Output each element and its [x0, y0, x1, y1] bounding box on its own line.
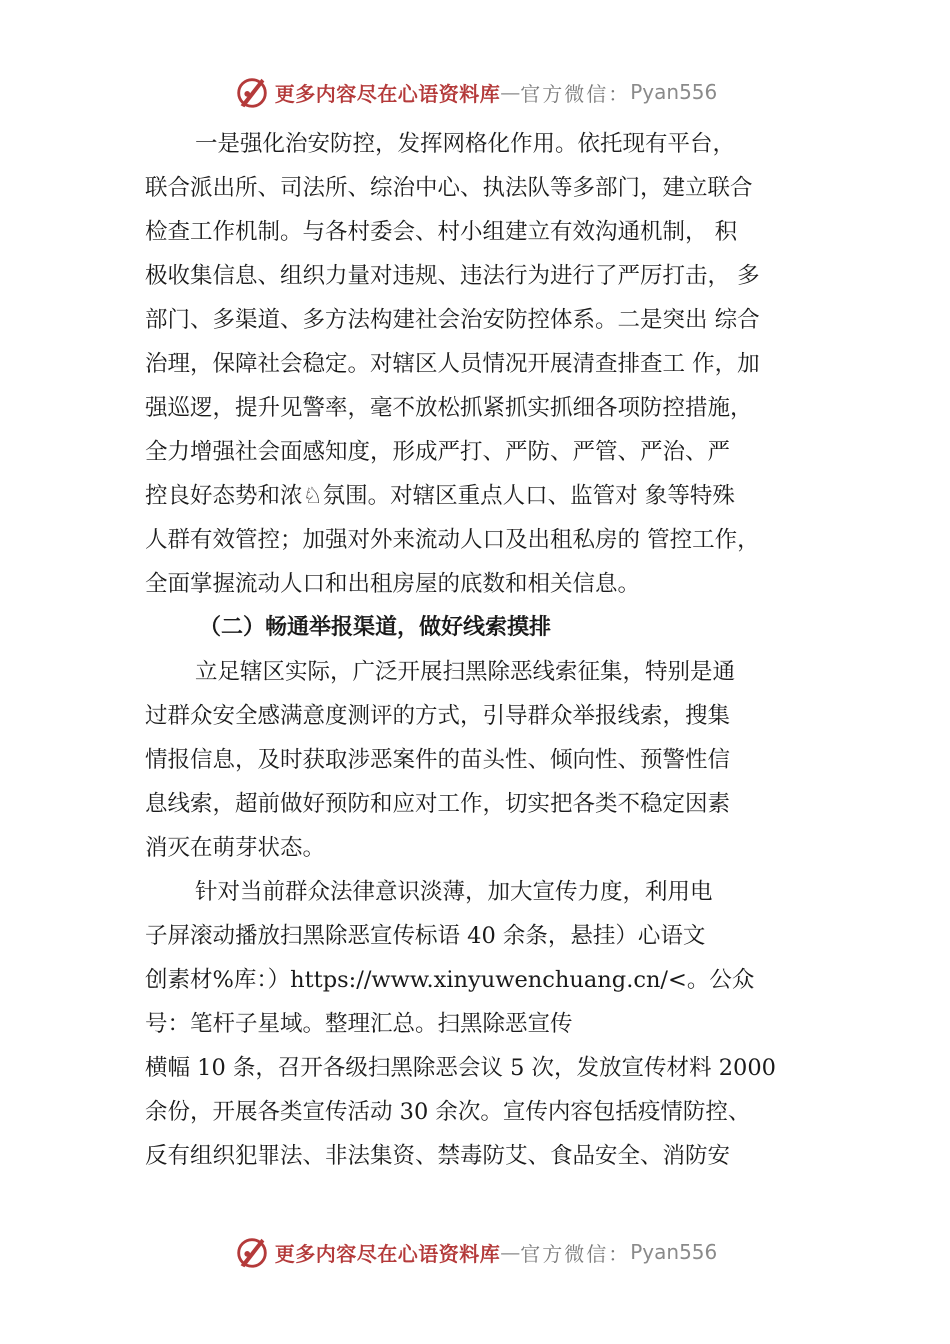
quill-logo-icon [233, 1233, 271, 1271]
text-line: 过群众安全感满意度测评的方式，引导群众举报线索，搜集 [145, 703, 731, 729]
text-line: 情报信息，及时获取涉恶案件的苗头性、倾向性、预警性信 [145, 747, 731, 773]
banner-dash: — [500, 1240, 521, 1264]
text-line: 治理，保障社会稳定。对辖区人员情况开展清查排查工 作，加 [145, 351, 760, 377]
paragraph-2 [145, 650, 835, 870]
banner-main-text: 更多内容尽在心语资料库 [274, 81, 501, 106]
text-line: 余份，开展各类宣传活动 30 余次。宣传内容包括疫情防控、 [145, 1099, 751, 1125]
banner-wechat-id: Pyan556 [630, 1240, 718, 1264]
text-line: 子屏滚动播放扫黑除恶宣传标语 40 余条，悬挂）心语文 [145, 923, 706, 949]
banner-wechat-label: 官方微信： [520, 1241, 631, 1266]
document-body [145, 122, 835, 1178]
text-line: 全面掌握流动人口和出租房屋的底数和相关信息。 [145, 571, 641, 597]
text-line: 针对当前群众法律意识淡薄，加大宣传力度，利用电 [195, 879, 713, 905]
text-line: 全力增强社会面感知度，形成严打、严防、严管、严治、严 [145, 439, 731, 465]
text-line: 联合派出所、司法所、综治中心、执法队等多部门，建立联合 [145, 175, 753, 201]
text-line: 一是强化治安防控，发挥网格化作用。依托现有平台， [195, 131, 736, 157]
text-line: 立足辖区实际，广泛开展扫黑除恶线索征集，特别是通 [195, 659, 736, 685]
text-line: 消灭在萌芽状态。 [145, 835, 326, 861]
footer-banner [0, 1230, 950, 1274]
text-line: 创素材%库：）https://www.xinyuwenchuang.cn/<。公众 [145, 967, 755, 993]
text-line: 极收集信息、组织力量对违规、违法行为进行了严厉打击， 多 [145, 263, 760, 289]
banner-wechat-id: Pyan556 [630, 80, 718, 104]
paragraph-3 [145, 870, 835, 1178]
text-line: 反有组织犯罪法、非法集资、禁毒防艾、食品安全、消防安 [145, 1143, 731, 1169]
paragraph-1 [145, 122, 835, 606]
text-line: 检查工作机制。与各村委会、村小组建立有效沟通机制， 积 [145, 219, 738, 245]
banner-dash: — [500, 80, 521, 104]
text-line: 息线索，超前做好预防和应对工作，切实把各类不稳定因素 [145, 791, 731, 817]
text-line: 号：笔杆子星域。整理汇总。扫黑除恶宣传 [145, 1011, 573, 1037]
banner-wechat-label: 官方微信： [520, 81, 631, 106]
text-line: 人群有效管控；加强对外来流动人口及出租私房的 管控工作， [145, 527, 760, 553]
banner-main-text: 更多内容尽在心语资料库 [274, 1241, 501, 1266]
header-banner [0, 70, 950, 114]
section-heading: （二）畅通举报渠道，做好线索摸排 [199, 615, 552, 640]
text-line: 强巡逻，提升见警率，毫不放松抓紧抓实抓细各项防控措施， [145, 395, 753, 421]
text-line: 控良好态势和浓♘氛围。对辖区重点人口、监管对 象等特殊 [145, 483, 735, 509]
text-line: 部门、多渠道、多方法构建社会治安防控体系。二是突出 综合 [145, 307, 760, 333]
quill-logo-icon [233, 73, 271, 111]
text-line: 横幅 10 条，召开各级扫黑除恶会议 5 次，发放宣传材料 2000 [145, 1055, 776, 1081]
